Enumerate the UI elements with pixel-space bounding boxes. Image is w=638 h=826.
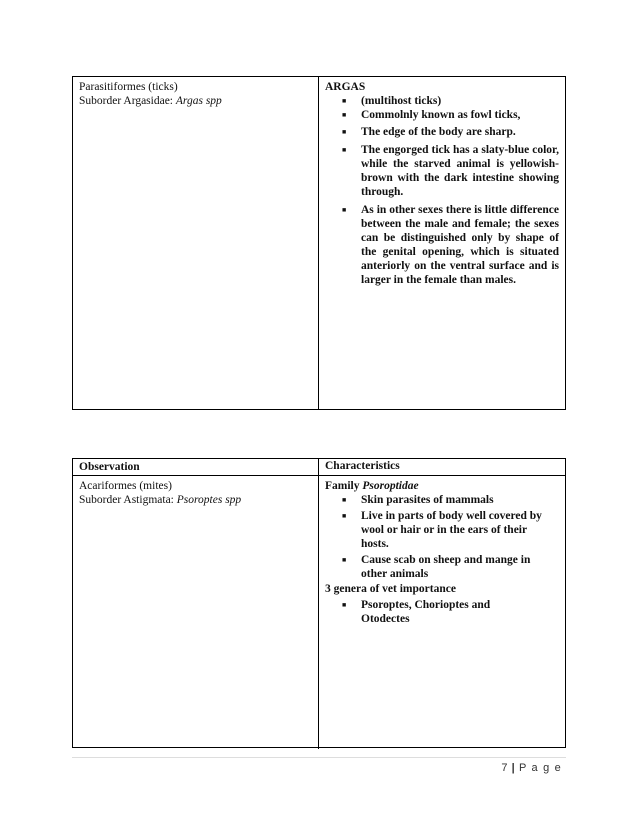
genera-heading: 3 genera of vet importance [325, 583, 456, 595]
footer-divider [72, 757, 566, 758]
list-item: ■ As in other sexes there is little difference between the male and female; the sexes can be distinguished only by shape of the genital opening, which is situated anteriorly on the ventral surface and is larger in the female than males. [342, 204, 559, 286]
table-header-row [73, 459, 565, 476]
list-item: ■ Psoroptes, Chorioptes and Otodectes [342, 599, 491, 625]
list-item: ■ Cause scab on sheep and mange in other animals [342, 554, 531, 580]
square-bullet-icon: ■ [342, 146, 347, 154]
suborder-label: Suborder Astigmata: Psoroptes spp [79, 494, 242, 506]
page-footer [501, 762, 562, 774]
characteristics-list [325, 94, 559, 287]
genera-list [325, 598, 525, 626]
square-bullet-icon: ■ [342, 111, 347, 119]
section-heading: ARGAS [325, 81, 366, 93]
square-bullet-icon: ■ [342, 496, 347, 504]
characteristics-cell [319, 77, 565, 409]
genus-name: Argas spp [175, 95, 222, 107]
footer-separator: | [511, 762, 516, 774]
table-argas [72, 76, 566, 410]
page-label: P a g e [518, 762, 562, 774]
square-bullet-icon: ■ [342, 556, 347, 564]
order-label: Acariformes (mites) [79, 480, 172, 492]
observation-cell [73, 476, 319, 749]
order-label: Parasitiformes (ticks) [79, 81, 178, 93]
list-item: ■ Commolnly known as fowl ticks, [342, 109, 521, 121]
family-name: Psoroptidae [362, 480, 419, 492]
list-item: ■ Live in parts of body well covered by wool or hair or in the ears of their hosts. [342, 510, 542, 550]
column-header-observation: Observation [73, 459, 319, 475]
suborder-label: Suborder Argasidae: Argas spp [79, 95, 222, 107]
list-item: ■ The engorged tick has a slaty-blue color, while the starved animal is yellowish-brown with the dark intestine showing through. [342, 144, 559, 198]
genus-name: Psoroptes spp [176, 494, 242, 506]
characteristics-cell [319, 476, 565, 749]
square-bullet-icon: ■ [342, 512, 347, 520]
list-item: ■ Skin parasites of mammals [342, 494, 494, 506]
list-item: ■ The edge of the body are sharp. [342, 126, 516, 138]
table-psoroptes [72, 458, 566, 748]
table-row [73, 476, 565, 749]
list-item: ■ (multihost ticks) [342, 95, 442, 107]
square-bullet-icon: ■ [342, 97, 347, 105]
square-bullet-icon: ■ [342, 128, 347, 136]
characteristics-list [325, 493, 555, 581]
observation-cell [73, 77, 319, 409]
table-row [73, 77, 565, 409]
square-bullet-icon: ■ [342, 601, 347, 609]
page-number: 7 [501, 762, 509, 774]
square-bullet-icon: ■ [342, 206, 347, 214]
column-header-characteristics: Characteristics [325, 460, 400, 472]
family-heading: Family Psoroptidae [325, 480, 419, 492]
